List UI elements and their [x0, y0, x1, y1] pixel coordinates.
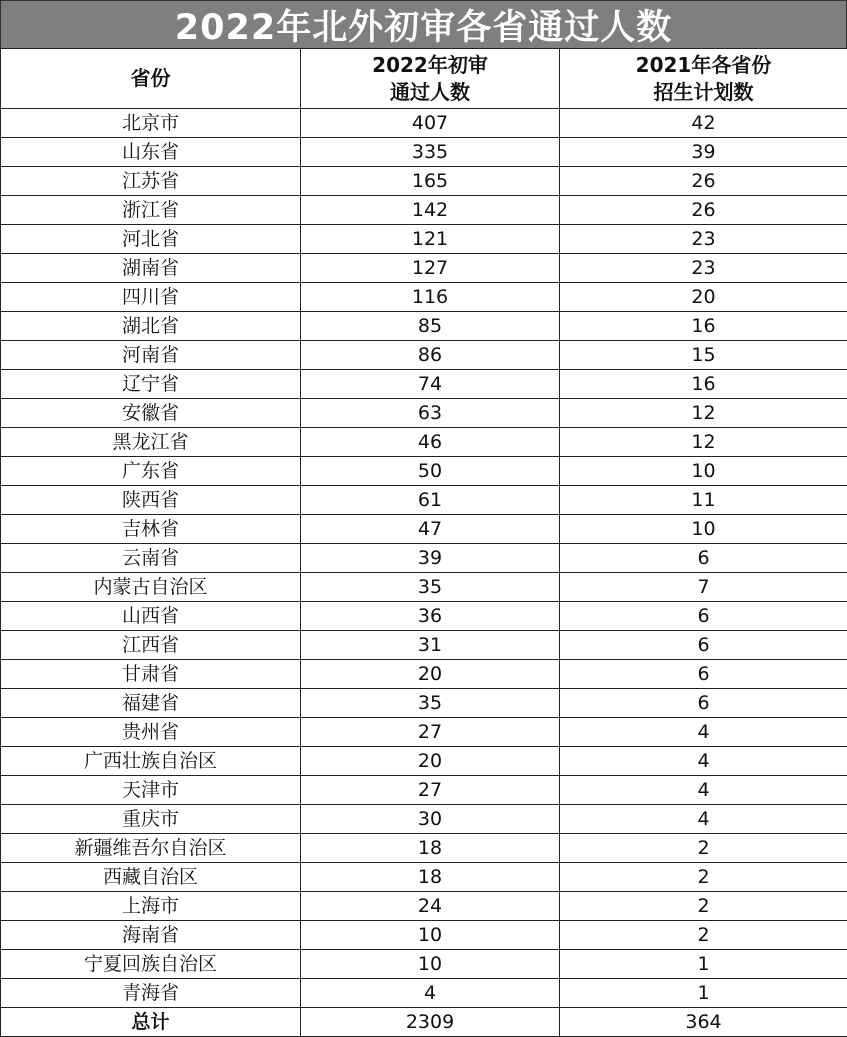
province-cell: 云南省	[1, 544, 301, 573]
passed-cell: 10	[301, 950, 560, 979]
passed-cell: 10	[301, 921, 560, 950]
quota-cell: 2	[560, 921, 847, 950]
province-cell: 黑龙江省	[1, 428, 301, 457]
quota-cell: 2	[560, 892, 847, 921]
passed-cell: 121	[301, 225, 560, 254]
table-row	[1, 863, 847, 892]
table-row	[1, 573, 847, 602]
passed-cell: 74	[301, 370, 560, 399]
header-passed-line2: 通过人数	[301, 79, 559, 106]
passed-cell: 50	[301, 457, 560, 486]
table-row	[1, 341, 847, 370]
header-passed	[301, 49, 560, 109]
province-cell: 浙江省	[1, 196, 301, 225]
province-cell: 上海市	[1, 892, 301, 921]
quota-cell: 23	[560, 225, 847, 254]
quota-cell: 6	[560, 544, 847, 573]
quota-cell: 6	[560, 602, 847, 631]
table-row	[1, 167, 847, 196]
quota-cell: 15	[560, 341, 847, 370]
table-row	[1, 718, 847, 747]
passed-cell: 127	[301, 254, 560, 283]
passed-cell: 30	[301, 805, 560, 834]
quota-cell: 12	[560, 428, 847, 457]
quota-cell: 1	[560, 979, 847, 1008]
table-row	[1, 979, 847, 1008]
table-row	[1, 254, 847, 283]
passed-cell: 47	[301, 515, 560, 544]
province-cell: 重庆市	[1, 805, 301, 834]
table-row	[1, 805, 847, 834]
province-cell: 新疆维吾尔自治区	[1, 834, 301, 863]
passed-cell: 165	[301, 167, 560, 196]
passed-cell: 36	[301, 602, 560, 631]
passed-cell: 116	[301, 283, 560, 312]
passed-cell: 85	[301, 312, 560, 341]
header-quota-line1: 2021年各省份	[560, 52, 847, 79]
quota-cell: 2	[560, 863, 847, 892]
table-row	[1, 486, 847, 515]
table-row	[1, 747, 847, 776]
passed-cell: 35	[301, 573, 560, 602]
table-row	[1, 312, 847, 341]
passed-cell: 142	[301, 196, 560, 225]
passed-cell: 86	[301, 341, 560, 370]
province-cell: 西藏自治区	[1, 863, 301, 892]
province-cell: 河南省	[1, 341, 301, 370]
province-cell: 青海省	[1, 979, 301, 1008]
quota-cell: 6	[560, 660, 847, 689]
table-row	[1, 892, 847, 921]
quota-cell: 4	[560, 805, 847, 834]
passed-cell: 27	[301, 776, 560, 805]
table-row	[1, 457, 847, 486]
province-cell: 宁夏回族自治区	[1, 950, 301, 979]
province-cell: 内蒙古自治区	[1, 573, 301, 602]
table-row	[1, 109, 847, 138]
passed-cell: 27	[301, 718, 560, 747]
total-label: 总计	[1, 1008, 301, 1037]
header-row	[1, 49, 847, 109]
province-cell: 安徽省	[1, 399, 301, 428]
passed-cell: 63	[301, 399, 560, 428]
province-cell: 辽宁省	[1, 370, 301, 399]
header-quota-line2: 招生计划数	[560, 79, 847, 106]
province-cell: 海南省	[1, 921, 301, 950]
passed-cell: 407	[301, 109, 560, 138]
province-cell: 甘肃省	[1, 660, 301, 689]
province-cell: 山西省	[1, 602, 301, 631]
header-province	[1, 49, 301, 109]
province-cell: 四川省	[1, 283, 301, 312]
table-row	[1, 834, 847, 863]
table-row	[1, 196, 847, 225]
total-quota: 364	[560, 1008, 847, 1037]
table-row	[1, 950, 847, 979]
passed-cell: 24	[301, 892, 560, 921]
quota-cell: 11	[560, 486, 847, 515]
passed-cell: 20	[301, 747, 560, 776]
province-cell: 贵州省	[1, 718, 301, 747]
province-cell: 山东省	[1, 138, 301, 167]
table-row	[1, 660, 847, 689]
quota-cell: 16	[560, 312, 847, 341]
province-cell: 北京市	[1, 109, 301, 138]
table-row	[1, 515, 847, 544]
passed-cell: 18	[301, 834, 560, 863]
table-row	[1, 138, 847, 167]
total-row	[1, 1008, 847, 1037]
passed-cell: 35	[301, 689, 560, 718]
province-cell: 陕西省	[1, 486, 301, 515]
province-cell: 河北省	[1, 225, 301, 254]
province-cell: 福建省	[1, 689, 301, 718]
quota-cell: 10	[560, 457, 847, 486]
table-row	[1, 776, 847, 805]
province-table	[0, 48, 847, 1037]
province-cell: 广东省	[1, 457, 301, 486]
table-row	[1, 602, 847, 631]
passed-cell: 18	[301, 863, 560, 892]
passed-cell: 4	[301, 979, 560, 1008]
passed-cell: 61	[301, 486, 560, 515]
province-cell: 湖北省	[1, 312, 301, 341]
table-row	[1, 689, 847, 718]
quota-cell: 4	[560, 747, 847, 776]
table-row	[1, 921, 847, 950]
quota-cell: 2	[560, 834, 847, 863]
table-row	[1, 428, 847, 457]
passed-cell: 335	[301, 138, 560, 167]
quota-cell: 12	[560, 399, 847, 428]
table-row	[1, 370, 847, 399]
passed-cell: 39	[301, 544, 560, 573]
total-passed: 2309	[301, 1008, 560, 1037]
quota-cell: 16	[560, 370, 847, 399]
passed-cell: 46	[301, 428, 560, 457]
quota-cell: 1	[560, 950, 847, 979]
province-cell: 江苏省	[1, 167, 301, 196]
quota-cell: 26	[560, 196, 847, 225]
quota-cell: 4	[560, 718, 847, 747]
quota-cell: 23	[560, 254, 847, 283]
table-row	[1, 225, 847, 254]
quota-cell: 26	[560, 167, 847, 196]
province-cell: 天津市	[1, 776, 301, 805]
province-cell: 广西壮族自治区	[1, 747, 301, 776]
province-cell: 湖南省	[1, 254, 301, 283]
table-title: 2022年北外初审各省通过人数	[0, 0, 847, 48]
table-row	[1, 283, 847, 312]
table-row	[1, 399, 847, 428]
passed-cell: 20	[301, 660, 560, 689]
header-quota	[560, 49, 847, 109]
quota-cell: 10	[560, 515, 847, 544]
province-cell: 江西省	[1, 631, 301, 660]
header-passed-line1: 2022年初审	[301, 52, 559, 79]
table-row	[1, 631, 847, 660]
quota-cell: 6	[560, 631, 847, 660]
quota-cell: 4	[560, 776, 847, 805]
quota-cell: 6	[560, 689, 847, 718]
table-body	[1, 109, 847, 1008]
quota-cell: 20	[560, 283, 847, 312]
quota-cell: 7	[560, 573, 847, 602]
header-province-label: 省份	[131, 66, 171, 90]
province-cell: 吉林省	[1, 515, 301, 544]
table-row	[1, 544, 847, 573]
quota-cell: 39	[560, 138, 847, 167]
quota-cell: 42	[560, 109, 847, 138]
passed-cell: 31	[301, 631, 560, 660]
